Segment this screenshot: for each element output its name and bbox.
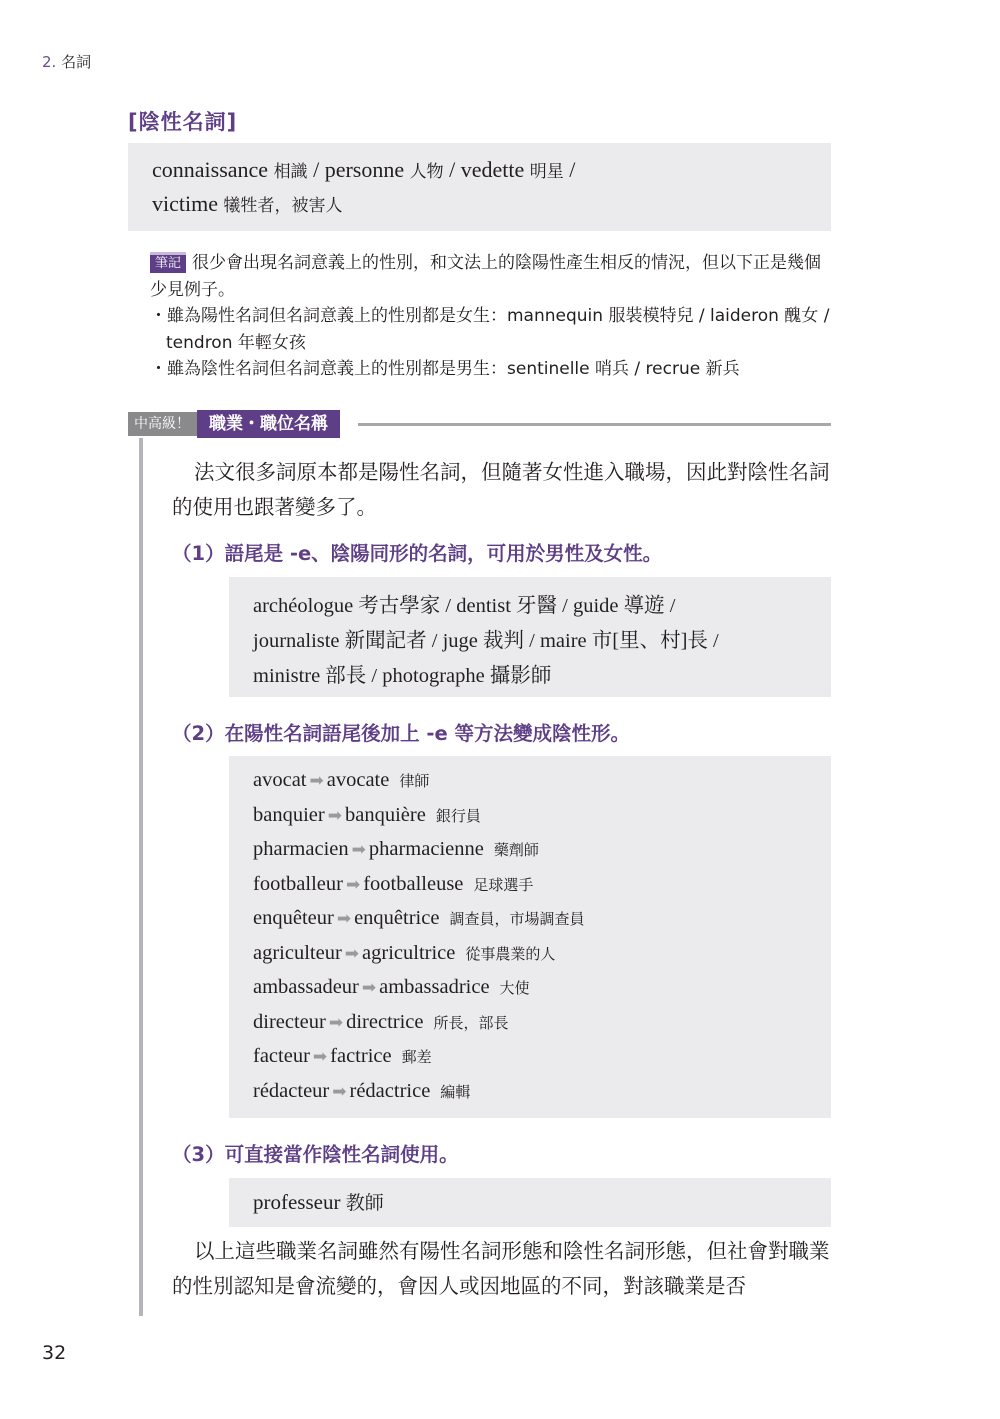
masculine-word: enquêteur	[253, 907, 334, 929]
arrow-icon: ➡	[345, 875, 361, 895]
word-zh: 相識	[273, 162, 308, 182]
note-block	[150, 250, 835, 383]
feminine-word: footballeuse	[363, 873, 464, 895]
arrow-icon: ➡	[309, 771, 324, 791]
note-bullet: ・雖為陰性名詞但名詞意義上的性別都是男生：sentinelle 哨兵 / recrue 新兵	[150, 359, 740, 379]
topic-title: 職業・職位名稱	[197, 410, 340, 438]
example-box-professeur	[229, 1178, 831, 1227]
divider	[358, 423, 831, 426]
masculine-word: facteur	[253, 1045, 310, 1067]
word-fr: victime	[152, 191, 218, 216]
pair-row	[253, 804, 481, 827]
chapter-number: 2.	[42, 53, 57, 71]
masculine-word: rédacteur	[253, 1080, 330, 1102]
section-title: [陰性名詞]	[128, 110, 238, 134]
feminine-word: pharmacienne	[368, 838, 484, 860]
page-number: 32	[42, 1342, 67, 1364]
masculine-word: footballeur	[253, 873, 343, 895]
arrow-icon: ➡	[336, 909, 352, 929]
meaning: 從事農業的人	[465, 945, 556, 963]
word-fr: connaissance	[152, 157, 269, 182]
feminine-word: directrice	[346, 1011, 424, 1033]
arrow-icon: ➡	[351, 840, 366, 860]
section-side-rule	[139, 438, 143, 1316]
feminine-word: ambassadrice	[379, 976, 490, 998]
note-text: 很少會出現名詞意義上的性別，和文法上的陰陽性產生相反的情況，但以下正是幾個少見例子。	[150, 253, 822, 300]
pair-row	[253, 976, 530, 999]
example-row	[253, 1188, 384, 1215]
meaning: 編輯	[440, 1083, 471, 1101]
pair-row	[253, 873, 533, 896]
masculine-word: agriculteur	[253, 942, 342, 964]
pair-row	[253, 942, 555, 965]
feminine-word: rédactrice	[349, 1080, 431, 1102]
subheading-1: （1）語尾是 -e、陰陽同形的名詞，可用於男性及女性。	[172, 542, 663, 565]
pair-row	[253, 907, 584, 930]
arrow-icon: ➡	[344, 944, 360, 964]
arrow-icon: ➡	[328, 1013, 344, 1033]
example-row: journaliste 新聞記者 / juge 裁判 / maire 市[里、村]長 /	[253, 630, 719, 652]
meaning: 所長，部長	[433, 1014, 509, 1032]
note-badge: 筆記	[150, 252, 186, 273]
masculine-word: ambassadeur	[253, 976, 359, 998]
word-zh: 人物	[409, 162, 444, 182]
meaning: 藥劑師	[493, 841, 539, 859]
subheading-3: （3）可直接當作陰性名詞使用。	[172, 1143, 459, 1166]
meaning: 銀行員	[435, 807, 481, 825]
masculine-word: banquier	[253, 804, 325, 826]
example-box-feminine-nouns	[128, 143, 831, 231]
meaning: 足球選手	[473, 876, 534, 894]
example-line-1: connaissance 相識 / personne 人物 / vedette 明星 /	[152, 157, 576, 182]
chapter-title: 名詞	[61, 53, 92, 71]
feminine-word: enquêtrice	[354, 907, 440, 929]
pair-row	[253, 838, 539, 861]
feminine-word: avocate	[326, 769, 390, 791]
pair-row	[253, 1045, 432, 1068]
example-line-2	[152, 191, 342, 217]
meaning: 郵差	[401, 1048, 432, 1066]
feminine-word: banquière	[344, 804, 426, 826]
example-box-epicene	[229, 577, 831, 697]
word-zh: 明星	[529, 162, 564, 182]
arrow-icon: ➡	[332, 1082, 347, 1102]
note-bullet: ・雖為陽性名詞但名詞意義上的性別都是女生：mannequin 服裝模特兒 / laideron 醜女 / tendron 年輕女孩	[150, 306, 830, 353]
masculine-word: pharmacien	[253, 838, 349, 860]
masculine-word: avocat	[253, 769, 307, 791]
word-fr: personne	[324, 157, 405, 182]
meaning: 大使	[499, 979, 530, 997]
example-row: archéologue 考古學家 / dentist 牙醫 / guide 導遊 /	[253, 595, 676, 617]
feminine-word: factrice	[330, 1045, 392, 1067]
meaning: 律師	[399, 772, 430, 790]
arrow-icon: ➡	[361, 978, 377, 998]
feminine-word: agricultrice	[362, 942, 456, 964]
pair-row	[253, 769, 429, 792]
pair-row	[253, 1011, 509, 1034]
word-zh: 教師	[345, 1192, 384, 1214]
intro-paragraph: 法文很多詞原本都是陽性名詞，但隨著女性進入職場，因此對陰性名詞的使用也跟著變多了。	[172, 462, 830, 519]
running-header	[42, 51, 91, 72]
example-box-pairs	[229, 756, 831, 1118]
word-zh: 犧牲者，被害人	[223, 196, 343, 216]
example-row: ministre 部長 / photographe 攝影師	[253, 665, 552, 687]
pair-row	[253, 1080, 470, 1103]
word-fr: professeur	[253, 1190, 341, 1214]
topic-tab	[128, 410, 831, 438]
level-label: 中高級！	[128, 412, 204, 436]
masculine-word: directeur	[253, 1011, 326, 1033]
word-fr: vedette	[460, 157, 525, 182]
closing-paragraph: 以上這些職業名詞雖然有陽性名詞形態和陰性名詞形態，但社會對職業的性別認知是會流變的，會因人或因地區的不同，對該職業是否	[172, 1241, 830, 1298]
meaning: 調查員，市場調查員	[449, 910, 585, 928]
arrow-icon: ➡	[327, 806, 342, 826]
arrow-icon: ➡	[312, 1047, 328, 1067]
subheading-2: （2）在陽性名詞語尾後加上 -e 等方法變成陰性形。	[172, 722, 630, 745]
